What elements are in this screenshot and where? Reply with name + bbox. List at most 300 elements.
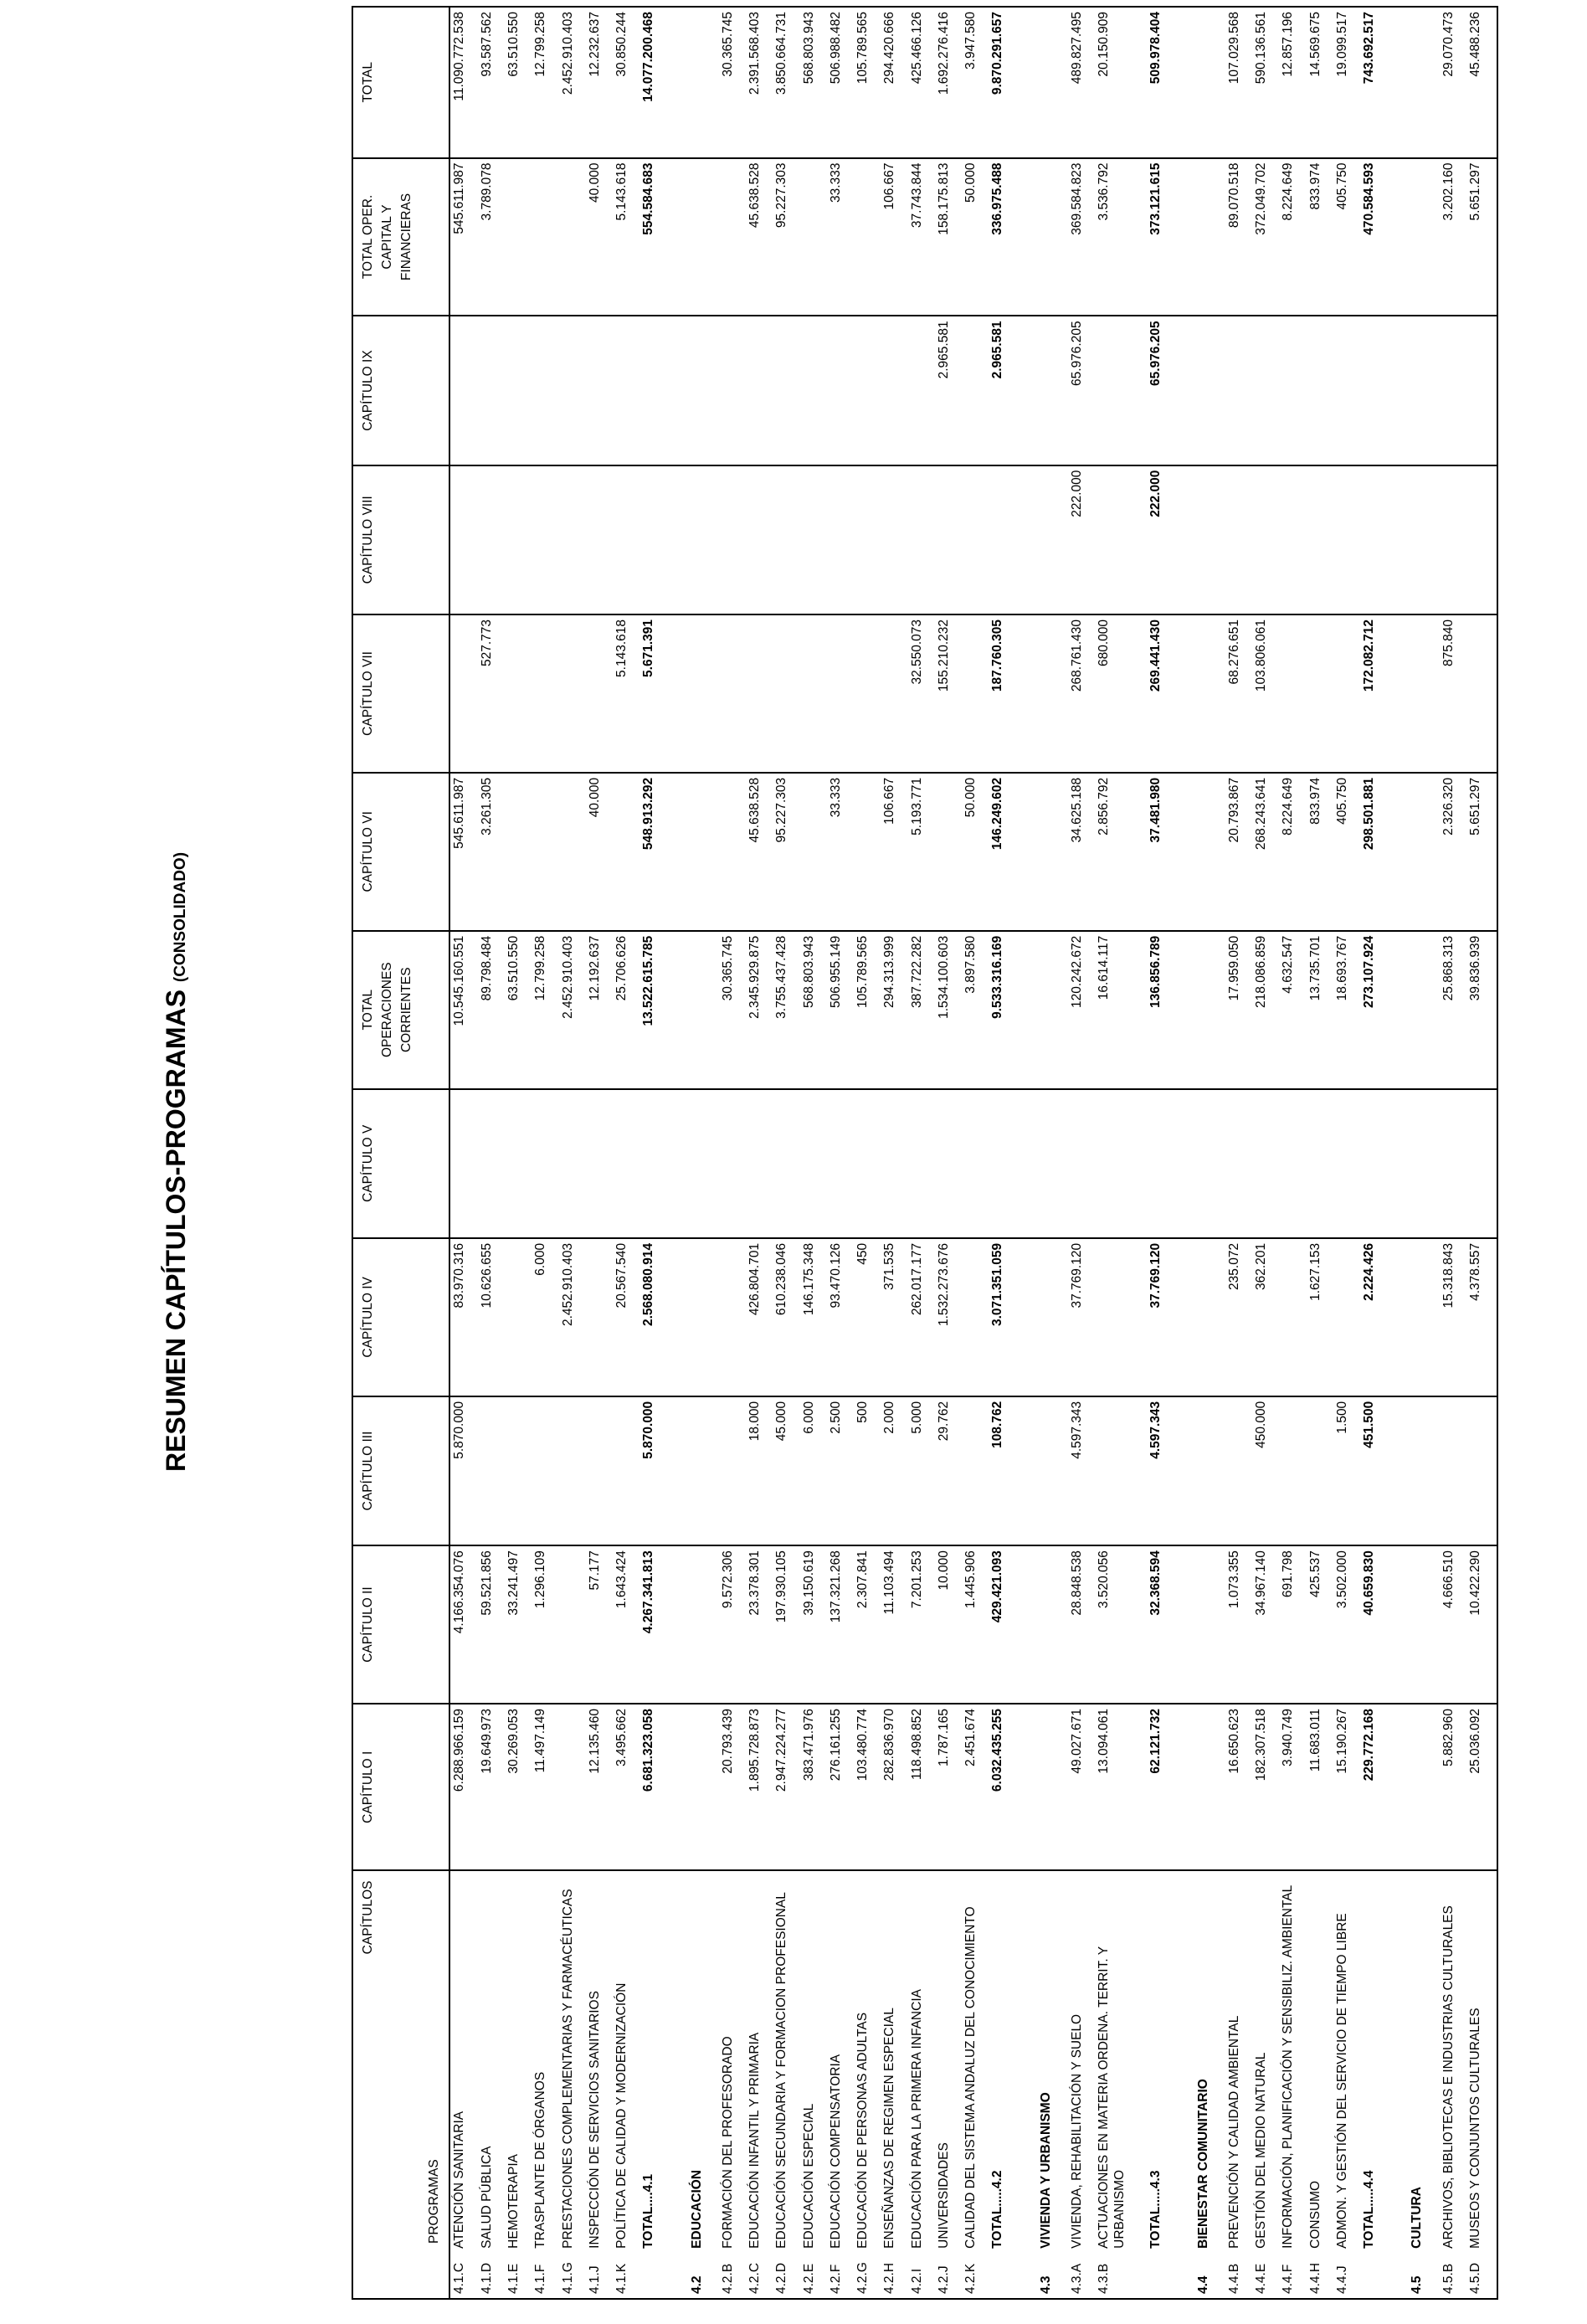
value-cell (881, 1089, 907, 1238)
value-cell (681, 931, 719, 1089)
spacer-cell (1387, 1545, 1400, 1704)
value-cell (1187, 7, 1225, 158)
value-cell: 2.500 (827, 1396, 854, 1545)
value-cell (1466, 316, 1493, 465)
value-cell (800, 773, 827, 931)
value-cell: 37.769.120 (1147, 1238, 1174, 1396)
program-code: 4.3 (1030, 2253, 1068, 2299)
value-cell: 12.192.637 (586, 931, 613, 1089)
value-cell (1095, 316, 1146, 465)
value-cell: 39.836.939 (1466, 931, 1493, 1089)
program-code: 4.4.E (1252, 2253, 1279, 2299)
value-cell (532, 1396, 558, 1545)
value-cell (800, 465, 827, 614)
value-cell (1466, 1089, 1493, 1238)
value-cell: 2.326.320 (1440, 773, 1466, 931)
value-cell (746, 614, 773, 773)
value-cell: 34.625.188 (1068, 773, 1095, 931)
spacer-cell (1174, 931, 1187, 1089)
table-row (908, 7, 935, 2299)
value-cell: 106.667 (881, 773, 907, 931)
value-cell: 11.090.772.538 (449, 7, 478, 158)
header-col-7 (352, 614, 449, 773)
value-cell: 450 (854, 1238, 881, 1396)
spacer-cell (1387, 465, 1400, 614)
value-cell: 105.789.565 (854, 931, 881, 1089)
value-cell (989, 465, 1015, 614)
value-cell (681, 1545, 719, 1704)
value-cell: 2.307.841 (854, 1545, 881, 1704)
value-cell (586, 1089, 613, 1238)
value-cell: 65.976.205 (1147, 316, 1174, 465)
program-code: 4.1.K (613, 2253, 639, 2299)
value-cell: 3.502.000 (1333, 1545, 1360, 1704)
program-code (1147, 2253, 1174, 2299)
value-cell (935, 1089, 962, 1238)
program-name: VIVIENDA, REHABILITACIÓN Y SUELO (1068, 1870, 1095, 2252)
value-cell: 15.318.843 (1440, 1238, 1466, 1396)
value-cell (746, 316, 773, 465)
value-cell: 93.470.126 (827, 1238, 854, 1396)
program-name: HEMOTERAPIA (505, 1870, 532, 2252)
page-title (161, 852, 192, 1472)
value-cell (505, 614, 532, 773)
value-cell: 2.568.080.914 (639, 1238, 666, 1396)
filler-cell (1493, 1396, 1497, 1545)
program-name: PREVENCIÓN Y CALIDAD AMBIENTAL (1225, 1870, 1252, 2252)
spacer-cell (1387, 1870, 1400, 2252)
value-cell: 2.452.910.403 (559, 1238, 586, 1396)
value-cell (1466, 1396, 1493, 1545)
value-cell (908, 465, 935, 614)
value-cell (613, 465, 639, 614)
value-cell: 269.441.430 (1147, 614, 1174, 773)
value-cell: 13.094.061 (1095, 1704, 1146, 1871)
value-cell (800, 316, 827, 465)
value-cell (1400, 7, 1439, 158)
value-cell: 506.955.149 (827, 931, 854, 1089)
table-row (1333, 7, 1360, 2299)
header-col-label: OPERACIONES (380, 962, 394, 1058)
value-cell: 3.071.351.059 (989, 1238, 1015, 1396)
spacer-cell (667, 1238, 681, 1396)
value-cell: 833.974 (1307, 773, 1333, 931)
value-cell: 8.224.649 (1279, 158, 1306, 316)
table-row (881, 7, 907, 2299)
value-cell: 506.988.482 (827, 7, 854, 158)
program-code: 4.4.H (1307, 2253, 1333, 2299)
value-cell: 450.000 (1252, 1396, 1279, 1545)
value-cell: 62.121.732 (1147, 1704, 1174, 1871)
value-cell (505, 1238, 532, 1396)
table-stage (352, 6, 1498, 2300)
value-cell: 500 (854, 1396, 881, 1545)
filler-cell (1493, 2253, 1497, 2299)
value-cell: 18.693.767 (1333, 931, 1360, 1089)
spacer-cell (1016, 1089, 1030, 1238)
value-cell (1440, 1396, 1466, 1545)
value-cell (639, 1089, 666, 1238)
filler-cell (1493, 931, 1497, 1089)
value-cell (1068, 1089, 1095, 1238)
value-cell: 3.947.580 (962, 7, 989, 158)
value-cell: 3.940.749 (1279, 1704, 1306, 1871)
section-row (681, 7, 719, 2299)
value-cell: 1.643.424 (613, 1545, 639, 1704)
value-cell: 369.584.823 (1068, 158, 1095, 316)
value-cell: 137.321.268 (827, 1545, 854, 1704)
value-cell: 9.870.291.657 (989, 7, 1015, 158)
value-cell: 45.000 (773, 1396, 799, 1545)
value-cell (881, 316, 907, 465)
value-cell: 4.597.343 (1147, 1396, 1174, 1545)
value-cell: 2.856.792 (1095, 773, 1146, 931)
value-cell: 29.070.473 (1440, 7, 1466, 158)
title-block (142, 576, 209, 1748)
table-row (746, 7, 773, 2299)
value-cell (719, 1396, 746, 1545)
value-cell (1400, 465, 1439, 614)
value-cell (681, 316, 719, 465)
value-cell (962, 1238, 989, 1396)
value-cell (449, 465, 478, 614)
spacer-cell (1174, 1704, 1187, 1871)
spacer-cell (1016, 1545, 1030, 1704)
value-cell (1187, 158, 1225, 316)
value-cell: 12.799.258 (532, 931, 558, 1089)
value-cell: 18.000 (746, 1396, 773, 1545)
spacer-cell (1016, 614, 1030, 773)
value-cell: 222.000 (1147, 465, 1174, 614)
spacer-row (667, 7, 681, 2299)
header-col-label: CAPÍTULO V (361, 1124, 375, 1202)
header-col-label: CAPÍTULO IV (361, 1277, 375, 1358)
value-cell: 362.201 (1252, 1238, 1279, 1396)
value-cell: 13.735.701 (1307, 931, 1333, 1089)
value-cell (854, 316, 881, 465)
header-col-label: CAPÍTULO IX (361, 350, 375, 431)
value-cell (532, 465, 558, 614)
program-name: EDUCACIÓN COMPENSATORIA (827, 1870, 854, 2252)
value-cell (1307, 1089, 1333, 1238)
value-cell (908, 1089, 935, 1238)
value-cell: 93.587.562 (478, 7, 505, 158)
spacer-cell (1016, 1870, 1030, 2252)
program-code (639, 2253, 666, 2299)
value-cell (613, 1396, 639, 1545)
value-cell (827, 465, 854, 614)
value-cell: 268.243.641 (1252, 773, 1279, 931)
value-cell (1360, 465, 1387, 614)
program-code: 4.2.I (908, 2253, 935, 2299)
program-code: 4.1.D (478, 2253, 505, 2299)
program-code: 4.1.E (505, 2253, 532, 2299)
spacer-cell (1016, 158, 1030, 316)
table-body (449, 7, 1497, 2299)
value-cell (1400, 158, 1439, 316)
value-cell: 680.000 (1095, 614, 1146, 773)
table-row (505, 7, 532, 2299)
value-cell (505, 773, 532, 931)
value-cell: 3.202.160 (1440, 158, 1466, 316)
value-cell (1225, 1396, 1252, 1545)
value-cell: 1.627.153 (1307, 1238, 1333, 1396)
value-cell: 371.535 (881, 1238, 907, 1396)
value-cell: 7.201.253 (908, 1545, 935, 1704)
value-cell (681, 158, 719, 316)
value-cell (1279, 465, 1306, 614)
spacer-cell (1387, 614, 1400, 773)
value-cell (719, 1238, 746, 1396)
value-cell: 13.522.615.785 (639, 931, 666, 1089)
filler-cell (1493, 1089, 1497, 1238)
program-name: EDUCACIÓN (681, 1870, 719, 2252)
value-cell (1187, 465, 1225, 614)
filler-cell (1493, 316, 1497, 465)
program-name: TOTAL....4.1 (639, 1870, 666, 2252)
value-cell: 1.073.355 (1225, 1545, 1252, 1704)
spacer-row (1387, 7, 1400, 2299)
value-cell (613, 1089, 639, 1238)
program-name: ACTUACIONES EN MATERIA ORDENA. TERRIT. Y URBANISMO (1095, 1870, 1146, 2252)
program-code: 4.2.J (935, 2253, 962, 2299)
value-cell (1333, 465, 1360, 614)
program-code: 4.2.K (962, 2253, 989, 2299)
filler-cell (1493, 1870, 1497, 2252)
value-cell (1466, 614, 1493, 773)
spacer-cell (1016, 773, 1030, 931)
value-cell (478, 316, 505, 465)
value-cell (1307, 465, 1333, 614)
program-code: 4.3.B (1095, 2253, 1146, 2299)
total-row (1147, 7, 1174, 2299)
header-col-label: CAPÍTULO VI (361, 811, 375, 892)
table-row (1068, 7, 1095, 2299)
value-cell (773, 465, 799, 614)
table-row (1279, 7, 1306, 2299)
value-cell: 32.550.073 (908, 614, 935, 773)
table-row (854, 7, 881, 2299)
program-name: TRASPLANTE DE ÓRGANOS (532, 1870, 558, 2252)
value-cell: 40.000 (586, 773, 613, 931)
value-cell (1030, 1396, 1068, 1545)
header-col-9 (352, 316, 449, 465)
spacer-cell (667, 773, 681, 931)
value-cell (532, 1089, 558, 1238)
value-cell (559, 1545, 586, 1704)
value-cell (559, 158, 586, 316)
value-cell (1400, 316, 1439, 465)
spacer-cell (667, 1545, 681, 1704)
header-col-6 (352, 773, 449, 931)
value-cell: 30.365.745 (719, 7, 746, 158)
value-cell (681, 7, 719, 158)
total-row (639, 7, 666, 2299)
spacer-cell (667, 1089, 681, 1238)
table-row (532, 7, 558, 2299)
value-cell: 50.000 (962, 158, 989, 316)
value-cell (559, 465, 586, 614)
value-cell: 33.333 (827, 773, 854, 931)
spacer-cell (1016, 7, 1030, 158)
value-cell: 12.232.637 (586, 7, 613, 158)
value-cell: 30.850.244 (613, 7, 639, 158)
value-cell: 68.276.651 (1225, 614, 1252, 773)
value-cell: 5.651.297 (1466, 158, 1493, 316)
value-cell: 273.107.924 (1360, 931, 1387, 1089)
section-row (1030, 7, 1068, 2299)
value-cell: 65.976.205 (1068, 316, 1095, 465)
header-col-label: TOTAL (361, 62, 375, 103)
header-col-1 (352, 1545, 449, 1704)
value-cell: 9.533.316.169 (989, 931, 1015, 1089)
value-cell: 8.224.649 (1279, 773, 1306, 931)
spacer-cell (1016, 2253, 1030, 2299)
value-cell: 106.667 (881, 158, 907, 316)
spacer-cell (1387, 1704, 1400, 1871)
program-name: PRESTACIONES COMPLEMENTARIAS Y FARMACÉUTICAS (559, 1870, 586, 2252)
value-cell: 3.789.078 (478, 158, 505, 316)
filler-cell (1493, 7, 1497, 158)
value-cell: 50.000 (962, 773, 989, 931)
spacer-row (1016, 7, 1030, 2299)
table-row (1252, 7, 1279, 2299)
value-cell: 1.534.100.603 (935, 931, 962, 1089)
value-cell (989, 1089, 1015, 1238)
program-code: 4.5 (1400, 2253, 1439, 2299)
program-code: 4.2.D (773, 2253, 799, 2299)
value-cell: 218.086.859 (1252, 931, 1279, 1089)
spacer-cell (667, 7, 681, 158)
value-cell: 19.649.973 (478, 1704, 505, 1871)
value-cell (1400, 1396, 1439, 1545)
value-cell: 19.099.517 (1333, 7, 1360, 158)
program-code: 4.4.J (1333, 2253, 1360, 2299)
total-row (1360, 7, 1387, 2299)
value-cell (908, 316, 935, 465)
value-cell: 108.762 (989, 1396, 1015, 1545)
value-cell (854, 465, 881, 614)
table-row (1225, 7, 1252, 2299)
program-name: BIENESTAR COMUNITARIO (1187, 1870, 1225, 2252)
section-row (1187, 7, 1225, 2299)
value-cell: 45.638.528 (746, 158, 773, 316)
spacer-cell (1387, 931, 1400, 1089)
program-name: INSPECCIÓN DE SERVICIOS SANITARIOS (586, 1870, 613, 2252)
value-cell (1333, 1089, 1360, 1238)
value-cell: 37.481.980 (1147, 773, 1174, 931)
value-cell (854, 773, 881, 931)
table-row (449, 7, 478, 2299)
value-cell: 197.930.105 (773, 1545, 799, 1704)
program-name: EDUCACIÓN INFANTIL Y PRIMARIA (746, 1870, 773, 2252)
value-cell: 4.666.510 (1440, 1545, 1466, 1704)
value-cell: 63.510.550 (505, 931, 532, 1089)
value-cell: 5.651.297 (1466, 773, 1493, 931)
program-code: 4.5.B (1440, 2253, 1466, 2299)
header-col-label: CAPÍTULO VIII (361, 496, 375, 584)
value-cell (681, 1396, 719, 1545)
header-col-8 (352, 465, 449, 614)
value-cell: 6.032.435.255 (989, 1704, 1015, 1871)
value-cell: 405.750 (1333, 773, 1360, 931)
value-cell: 6.000 (532, 1238, 558, 1396)
value-cell: 105.789.565 (854, 7, 881, 158)
value-cell: 11.497.149 (532, 1704, 558, 1871)
spacer-cell (1174, 7, 1187, 158)
value-cell: 1.895.728.873 (746, 1704, 773, 1871)
header-col-10 (352, 158, 449, 316)
value-cell: 545.611.987 (449, 773, 478, 931)
value-cell (719, 465, 746, 614)
program-name: CONSUMO (1307, 1870, 1333, 2252)
value-cell (559, 1396, 586, 1545)
spacer-cell (1016, 465, 1030, 614)
value-cell: 4.166.354.076 (449, 1545, 478, 1704)
spacer-cell (1174, 465, 1187, 614)
value-cell (681, 1704, 719, 1871)
value-cell: 33.333 (827, 158, 854, 316)
spacer-cell (1387, 1089, 1400, 1238)
value-cell (719, 614, 746, 773)
value-cell (1252, 316, 1279, 465)
header-row (352, 7, 449, 2299)
value-cell (1279, 316, 1306, 465)
value-cell (1360, 316, 1387, 465)
value-cell (559, 1704, 586, 1871)
program-code: 4.2.G (854, 2253, 881, 2299)
value-cell: 833.974 (1307, 158, 1333, 316)
value-cell: 2.947.224.277 (773, 1704, 799, 1871)
value-cell: 34.967.140 (1252, 1545, 1279, 1704)
value-cell (1187, 316, 1225, 465)
value-cell: 57.177 (586, 1545, 613, 1704)
value-cell (1279, 1396, 1306, 1545)
table-row (773, 7, 799, 2299)
value-cell: 387.722.282 (908, 931, 935, 1089)
total-row (989, 7, 1015, 2299)
value-cell (1187, 931, 1225, 1089)
value-cell (1030, 614, 1068, 773)
value-cell (746, 465, 773, 614)
value-cell (505, 158, 532, 316)
value-cell (1252, 1089, 1279, 1238)
program-code (989, 2253, 1015, 2299)
value-cell: 451.500 (1360, 1396, 1387, 1545)
value-cell (1030, 931, 1068, 1089)
value-cell: 136.856.789 (1147, 931, 1174, 1089)
value-cell (719, 316, 746, 465)
value-cell (559, 316, 586, 465)
value-cell: 3.755.437.428 (773, 931, 799, 1089)
value-cell: 49.027.671 (1068, 1704, 1095, 1871)
value-cell: 590.136.561 (1252, 7, 1279, 158)
value-cell (586, 1238, 613, 1396)
value-cell (1095, 1396, 1146, 1545)
spacer-cell (667, 1870, 681, 2252)
value-cell (1095, 1238, 1146, 1396)
value-cell: 3.495.662 (613, 1704, 639, 1871)
program-name: ENSEÑANZAS DE REGIMEN ESPECIAL (881, 1870, 907, 2252)
value-cell: 1.296.109 (532, 1545, 558, 1704)
value-cell (1440, 1089, 1466, 1238)
value-cell: 33.241.497 (505, 1545, 532, 1704)
program-code: 4.4.F (1279, 2253, 1306, 2299)
value-cell (1279, 614, 1306, 773)
spacer-cell (1016, 1238, 1030, 1396)
value-cell (1307, 1396, 1333, 1545)
program-name: TOTAL.....4.4 (1360, 1870, 1387, 2252)
